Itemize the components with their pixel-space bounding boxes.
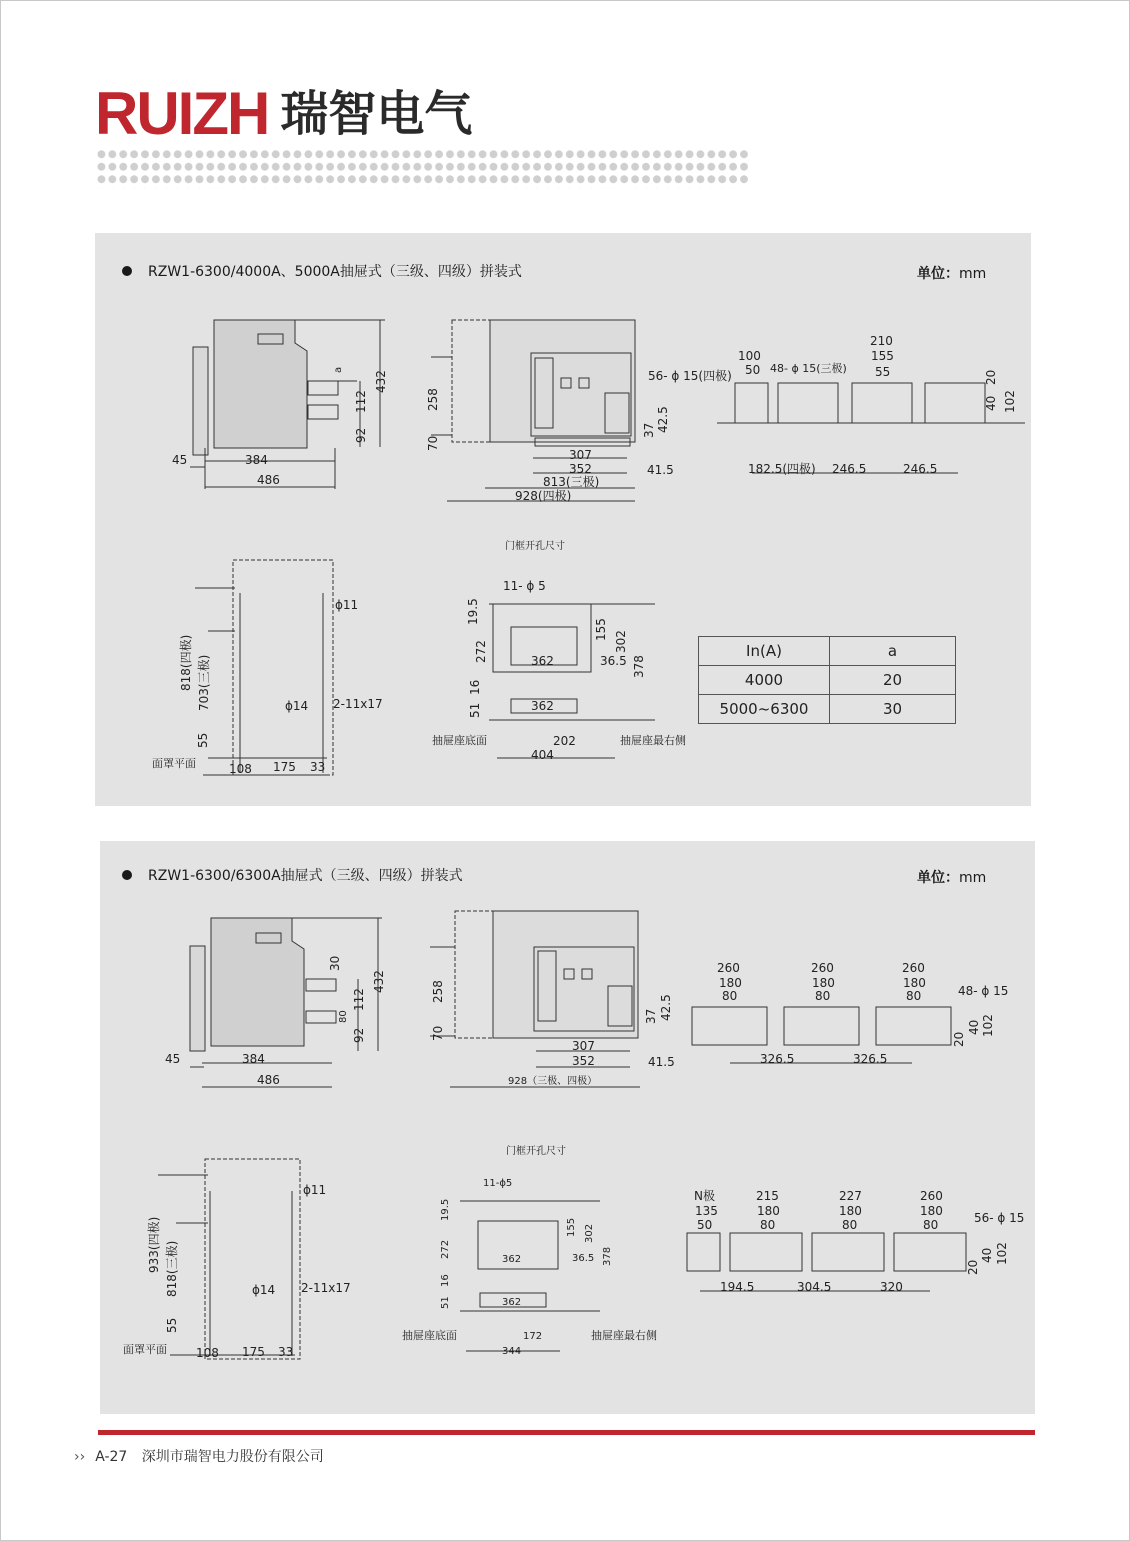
dim-label: ϕ11 (335, 598, 359, 612)
dim-label: 50 (697, 1218, 713, 1232)
mount-view-1 (432, 579, 686, 762)
dim-label: 20 (984, 369, 998, 385)
dim-label: 135 (695, 1204, 718, 1218)
dim-label: 48- ϕ 15 (958, 984, 1009, 998)
dim-label: 102 (981, 1014, 995, 1037)
table-cell: 5000~6300 (699, 695, 830, 724)
dim-label: 155 (566, 1217, 577, 1237)
unit-label: 单位： (917, 870, 959, 886)
company-name: 深圳市瑞智电力股份有限公司 (141, 1449, 324, 1465)
dim-label: 307 (572, 1039, 595, 1053)
dim-label: 抽屉座底面 (402, 1329, 457, 1342)
dim-label: 362 (502, 1297, 522, 1308)
dim-label: 180 (812, 976, 835, 990)
dim-label: 抽屉座底面 (432, 734, 487, 747)
dim-label: 108 (229, 762, 252, 776)
table-cell: 30 (830, 695, 956, 724)
dim-label: 486 (257, 1073, 280, 1087)
dim-label: 51 (440, 1296, 451, 1309)
footer-divider (98, 1430, 1035, 1435)
dim-label: 11- ϕ 5 (503, 579, 546, 593)
dim-label: 30 (328, 955, 342, 971)
table-header: a (830, 637, 956, 666)
dim-label: 180 (757, 1204, 780, 1218)
dim-label: 260 (902, 961, 925, 975)
dim-label: 2-11x17 (333, 697, 383, 711)
dim-label: 80 (815, 989, 831, 1003)
dim-label: 378 (602, 1246, 613, 1266)
table-cell: 20 (830, 666, 956, 695)
dim-label: 818(四极) (179, 634, 193, 691)
unit-value: mm (959, 266, 987, 282)
dim-label: 155 (594, 618, 608, 641)
brand-name-cn: 瑞智电气 (280, 86, 473, 142)
dim-label: 180 (839, 1204, 862, 1218)
decorative-dot-grid (96, 148, 748, 188)
dim-label: 41.5 (648, 1055, 675, 1069)
dim-label: 182.5(四极) (748, 462, 816, 476)
dim-label: 16 (440, 1274, 451, 1287)
footer (74, 1446, 324, 1466)
dim-label: 80 (722, 989, 738, 1003)
side-view-2 (165, 918, 386, 1087)
front-view-1 (426, 320, 674, 503)
dim-label: 11-ϕ5 (483, 1178, 513, 1189)
dim-label: 362 (502, 1254, 522, 1265)
dim-label: 703(三极) (197, 654, 211, 711)
table-header-row (699, 637, 956, 666)
dim-label: 55 (165, 1317, 179, 1333)
dim-label: 227 (839, 1189, 862, 1203)
dim-label: 352 (569, 462, 592, 476)
dim-label: 155 (871, 349, 894, 363)
dim-label: 33 (310, 760, 326, 774)
dim-label: 100 (738, 349, 761, 363)
dim-label: 面罩平面 (152, 757, 196, 770)
dim-label: 102 (995, 1242, 1009, 1265)
dim-label: 202 (553, 734, 576, 748)
section2-drawings (100, 841, 1035, 1414)
dim-label: 40 (984, 395, 998, 411)
dim-label: 813(三极) (543, 475, 600, 489)
dim-label: 2-11x17 (301, 1281, 351, 1295)
dim-label: a (333, 366, 344, 373)
busbar-view-2 (692, 961, 1008, 1066)
dim-label: N极 (694, 1189, 715, 1203)
dim-label: ϕ14 (285, 699, 309, 713)
dim-label: 260 (811, 961, 834, 975)
dim-label: 80 (923, 1218, 939, 1232)
busbar2-view-2 (687, 1188, 1024, 1294)
dim-label: 326.5 (760, 1052, 795, 1066)
dim-label: 70 (426, 435, 440, 451)
table-cell: 4000 (699, 666, 830, 695)
dim-label: 404 (531, 748, 554, 762)
dim-label: 246.5 (903, 462, 938, 476)
dim-label: 20 (952, 1031, 966, 1047)
brand-logo (95, 80, 473, 147)
dim-label: 45 (165, 1052, 181, 1066)
dim-label: 258 (426, 388, 440, 411)
dim-label: ϕ14 (252, 1283, 276, 1297)
dim-label: 172 (523, 1331, 543, 1342)
dim-label: 432 (374, 370, 388, 393)
dim-label: 56- ϕ 15(四极) (648, 369, 732, 383)
dim-label: 818(三极) (165, 1240, 179, 1297)
dim-label: 326.5 (853, 1052, 888, 1066)
dim-label: 180 (920, 1204, 943, 1218)
dim-label: 80 (906, 989, 922, 1003)
dim-label: 37 (644, 1008, 658, 1024)
dim-label: 307 (569, 448, 592, 462)
dim-label: 302 (614, 630, 628, 653)
dim-label: 344 (502, 1346, 522, 1357)
dim-label: 92 (354, 427, 368, 443)
dim-label: 20 (966, 1259, 980, 1275)
dim-label: 56- ϕ 15 (974, 1211, 1025, 1225)
dim-label: 45 (172, 453, 188, 467)
dim-label: 92 (352, 1027, 366, 1043)
brand-name-en: RUIZH (95, 80, 269, 147)
dim-label: 215 (756, 1189, 779, 1203)
dim-label: 抽屉座最右侧 (620, 734, 686, 747)
dim-label: 194.5 (720, 1280, 755, 1294)
dim-label: 352 (572, 1054, 595, 1068)
section2-title-text: RZW1-6300/6300A抽屉式（三级、四级）拼装式 (148, 868, 463, 884)
dim-label: 41.5 (647, 463, 674, 477)
dim-label: 320 (880, 1280, 903, 1294)
dim-label: 258 (431, 980, 445, 1003)
dim-label: 40 (980, 1247, 994, 1263)
dim-label: 48- ϕ 15(三极) (770, 362, 847, 375)
cutout-view-2 (123, 1159, 351, 1360)
dim-label: 37 (642, 422, 656, 438)
dim-label: 180 (719, 976, 742, 990)
section2-panel (100, 841, 1035, 1414)
dim-label: 33 (278, 1345, 294, 1359)
dim-label: 272 (474, 640, 488, 663)
dim-label: 42.5 (659, 994, 673, 1021)
dim-label: 19.5 (466, 598, 480, 625)
current-table (698, 636, 956, 724)
dim-label: 70 (431, 1025, 445, 1041)
dim-label: 51 (468, 702, 482, 718)
dim-label: 933(四极) (147, 1216, 161, 1273)
dim-label: 19.5 (440, 1198, 451, 1221)
dim-label: 36.5 (600, 654, 627, 668)
dim-label: 42.5 (656, 406, 670, 433)
door-cutout-title: 门框开孔尺寸 (505, 541, 565, 552)
dim-label: 16 (468, 679, 482, 695)
dim-label: 260 (717, 961, 740, 975)
unit-value: mm (959, 870, 987, 886)
dim-label: 304.5 (797, 1280, 832, 1294)
page-number: A-27 (95, 1449, 128, 1465)
dim-label: 384 (245, 453, 268, 467)
dim-label: 486 (257, 473, 280, 487)
dim-label: 272 (440, 1239, 451, 1259)
dim-label: 175 (273, 760, 296, 774)
dim-label: 80 (842, 1218, 858, 1232)
busbar-view-1 (648, 334, 1025, 476)
dim-label: 55 (875, 365, 891, 379)
dim-label: 112 (352, 988, 366, 1011)
dim-label: 102 (1003, 390, 1017, 413)
table-row (699, 695, 956, 724)
dim-label: 50 (745, 363, 761, 377)
dim-label: 180 (903, 976, 926, 990)
dim-label: 302 (584, 1223, 595, 1243)
dim-label: 260 (920, 1189, 943, 1203)
table-row (699, 666, 956, 695)
unit-label: 单位： (917, 266, 959, 282)
chevron-icon: ›› (74, 1449, 86, 1465)
side-view-1 (172, 320, 388, 489)
table-header: In(A) (699, 637, 830, 666)
dim-label: 210 (870, 334, 893, 348)
dim-label: 40 (967, 1019, 981, 1035)
section1-title-text: RZW1-6300/4000A、5000A抽屉式（三级、四级）拼装式 (148, 264, 522, 280)
cutout-view-1 (152, 560, 383, 776)
dim-label: 55 (196, 732, 210, 748)
front-view-2 (430, 911, 675, 1087)
dim-label: 362 (531, 654, 554, 668)
dim-label: 378 (632, 655, 646, 678)
dim-label: 抽屉座最右侧 (591, 1329, 657, 1342)
dim-label: 928(四极) (515, 489, 572, 503)
mount-view-2 (402, 1178, 657, 1357)
dim-label: 246.5 (832, 462, 867, 476)
dim-label: 112 (354, 390, 368, 413)
dim-label: 928（三极、四极） (508, 1076, 598, 1087)
dim-label: 362 (531, 699, 554, 713)
dim-label: 432 (372, 970, 386, 993)
dim-label: 面罩平面 (123, 1343, 167, 1356)
dim-label: 175 (242, 1345, 265, 1359)
dim-label: 80 (760, 1218, 776, 1232)
dim-label: 108 (196, 1346, 219, 1360)
dim-label: 384 (242, 1052, 265, 1066)
dim-label: 36.5 (572, 1253, 595, 1264)
door-cutout-title: 门框开孔尺寸 (506, 1146, 566, 1157)
section1-panel (95, 233, 1031, 806)
dim-label: ϕ11 (303, 1183, 327, 1197)
dim-label: 80 (338, 1010, 349, 1023)
